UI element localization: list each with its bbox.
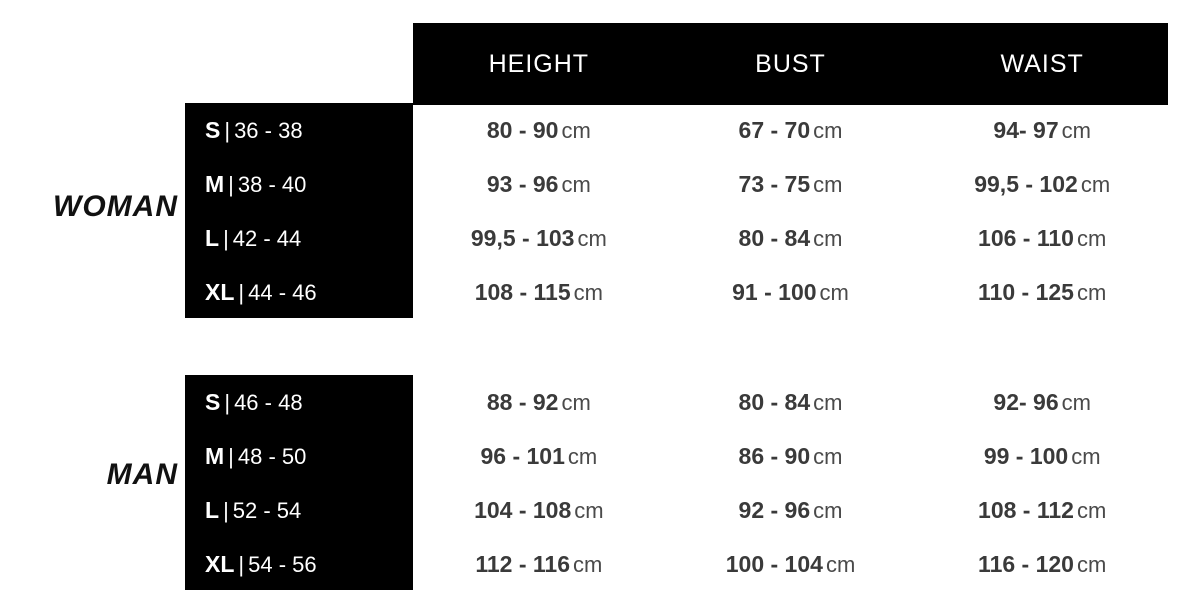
height-cell bbox=[413, 225, 665, 252]
bust-cell bbox=[665, 443, 917, 470]
unit-label: cm bbox=[1071, 443, 1101, 469]
group-label-man: MAN bbox=[106, 458, 178, 491]
table-row bbox=[185, 375, 1168, 429]
unit-label: cm bbox=[819, 279, 849, 305]
size-code: XL bbox=[205, 278, 235, 305]
size-separator: | bbox=[223, 225, 229, 251]
height-cell bbox=[413, 551, 665, 578]
waist-value: 110 - 125 bbox=[978, 278, 1074, 305]
waist-value: 106 - 110 bbox=[978, 224, 1074, 251]
height-value: 93 - 96 bbox=[486, 170, 559, 197]
size-cell bbox=[185, 443, 413, 470]
size-cell bbox=[185, 551, 413, 578]
table-row bbox=[185, 265, 1168, 319]
size-cell bbox=[185, 497, 413, 524]
height-value: 80 - 90 bbox=[486, 116, 559, 143]
size-separator: | bbox=[238, 279, 245, 305]
size-separator: | bbox=[228, 443, 234, 469]
waist-cell bbox=[916, 443, 1168, 470]
bust-value: 80 - 84 bbox=[738, 224, 811, 251]
waist-cell bbox=[916, 389, 1168, 416]
bust-value: 100 - 104 bbox=[725, 550, 823, 577]
unit-label: cm bbox=[1061, 117, 1091, 143]
height-cell bbox=[413, 117, 665, 144]
size-code: L bbox=[205, 224, 220, 251]
column-header-bust: BUST bbox=[755, 49, 826, 78]
size-code: M bbox=[205, 442, 225, 469]
bust-cell bbox=[665, 389, 917, 416]
bust-cell bbox=[665, 551, 917, 578]
size-eu: 44 - 46 bbox=[248, 279, 317, 305]
table-row bbox=[185, 211, 1168, 265]
unit-label: cm bbox=[813, 389, 843, 415]
column-header-height: HEIGHT bbox=[488, 49, 590, 78]
waist-value: 108 - 112 bbox=[978, 496, 1074, 523]
bust-value: 67 - 70 bbox=[738, 116, 811, 143]
bust-value: 86 - 90 bbox=[738, 442, 811, 469]
table-row bbox=[185, 429, 1168, 483]
unit-label: cm bbox=[1076, 551, 1107, 577]
size-eu: 38 - 40 bbox=[237, 171, 307, 197]
woman-rows bbox=[185, 103, 1168, 319]
height-value: 96 - 101 bbox=[480, 442, 565, 469]
size-eu: 54 - 56 bbox=[248, 551, 317, 577]
bust-value: 91 - 100 bbox=[732, 278, 817, 305]
size-separator: | bbox=[224, 117, 231, 143]
bust-cell bbox=[665, 497, 917, 524]
size-code: S bbox=[205, 116, 221, 143]
unit-label: cm bbox=[813, 117, 843, 143]
height-cell bbox=[413, 389, 665, 416]
bust-value: 92 - 96 bbox=[738, 496, 811, 523]
unit-label: cm bbox=[573, 551, 603, 577]
waist-cell bbox=[916, 551, 1168, 578]
waist-cell bbox=[916, 497, 1168, 524]
unit-label: cm bbox=[1076, 497, 1107, 523]
height-value: 104 - 108 bbox=[474, 496, 572, 523]
unit-label: cm bbox=[561, 171, 591, 197]
waist-cell bbox=[916, 225, 1168, 252]
size-cell bbox=[185, 389, 413, 416]
unit-label: cm bbox=[1076, 279, 1107, 305]
column-header-row bbox=[413, 23, 1168, 105]
waist-cell bbox=[916, 279, 1168, 306]
size-code: S bbox=[205, 388, 221, 415]
unit-label: cm bbox=[813, 443, 843, 469]
bust-value: 73 - 75 bbox=[738, 170, 811, 197]
size-code: L bbox=[205, 496, 220, 523]
size-separator: | bbox=[224, 389, 231, 415]
size-separator: | bbox=[228, 171, 234, 197]
size-eu: 42 - 44 bbox=[232, 225, 302, 251]
waist-cell bbox=[916, 117, 1168, 144]
size-code: XL bbox=[205, 550, 235, 577]
size-cell bbox=[185, 279, 413, 306]
unit-label: cm bbox=[574, 497, 604, 523]
size-eu: 46 - 48 bbox=[234, 389, 303, 415]
size-eu: 48 - 50 bbox=[237, 443, 307, 469]
waist-cell bbox=[916, 171, 1168, 198]
bust-cell bbox=[665, 279, 917, 306]
size-cell bbox=[185, 225, 413, 252]
unit-label: cm bbox=[561, 389, 591, 415]
bust-cell bbox=[665, 225, 917, 252]
bust-cell bbox=[665, 117, 917, 144]
unit-label: cm bbox=[825, 551, 856, 577]
waist-value: 99,5 - 102 bbox=[974, 170, 1078, 197]
unit-label: cm bbox=[577, 225, 607, 251]
height-cell bbox=[413, 443, 665, 470]
waist-value: 99 - 100 bbox=[983, 442, 1069, 469]
waist-value: 116 - 120 bbox=[978, 550, 1074, 577]
unit-label: cm bbox=[813, 225, 843, 251]
waist-value: 94- 97 bbox=[993, 116, 1059, 143]
size-code: M bbox=[205, 170, 225, 197]
unit-label: cm bbox=[1080, 171, 1111, 197]
unit-label: cm bbox=[813, 497, 843, 523]
column-header-waist: WAIST bbox=[1000, 49, 1084, 78]
table-row bbox=[185, 157, 1168, 211]
man-rows bbox=[185, 375, 1168, 591]
unit-label: cm bbox=[573, 279, 603, 305]
height-value: 112 - 116 bbox=[475, 550, 570, 577]
height-cell bbox=[413, 171, 665, 198]
table-row bbox=[185, 537, 1168, 591]
size-separator: | bbox=[238, 551, 245, 577]
unit-label: cm bbox=[561, 117, 591, 143]
bust-value: 80 - 84 bbox=[738, 388, 811, 415]
height-value: 99,5 - 103 bbox=[470, 224, 575, 251]
size-cell bbox=[185, 117, 413, 144]
height-cell bbox=[413, 279, 665, 306]
unit-label: cm bbox=[1076, 225, 1107, 251]
height-cell bbox=[413, 497, 665, 524]
unit-label: cm bbox=[567, 443, 598, 469]
unit-label: cm bbox=[1061, 389, 1091, 415]
size-eu: 52 - 54 bbox=[232, 497, 302, 523]
size-eu: 36 - 38 bbox=[234, 117, 303, 143]
table-row bbox=[185, 483, 1168, 537]
height-value: 108 - 115 bbox=[474, 278, 571, 305]
size-separator: | bbox=[223, 497, 229, 523]
table-row bbox=[185, 103, 1168, 157]
waist-value: 92- 96 bbox=[993, 388, 1059, 415]
height-value: 88 - 92 bbox=[486, 388, 559, 415]
bust-cell bbox=[665, 171, 917, 198]
size-cell bbox=[185, 171, 413, 198]
group-label-woman: WOMAN bbox=[53, 190, 178, 223]
unit-label: cm bbox=[813, 171, 843, 197]
